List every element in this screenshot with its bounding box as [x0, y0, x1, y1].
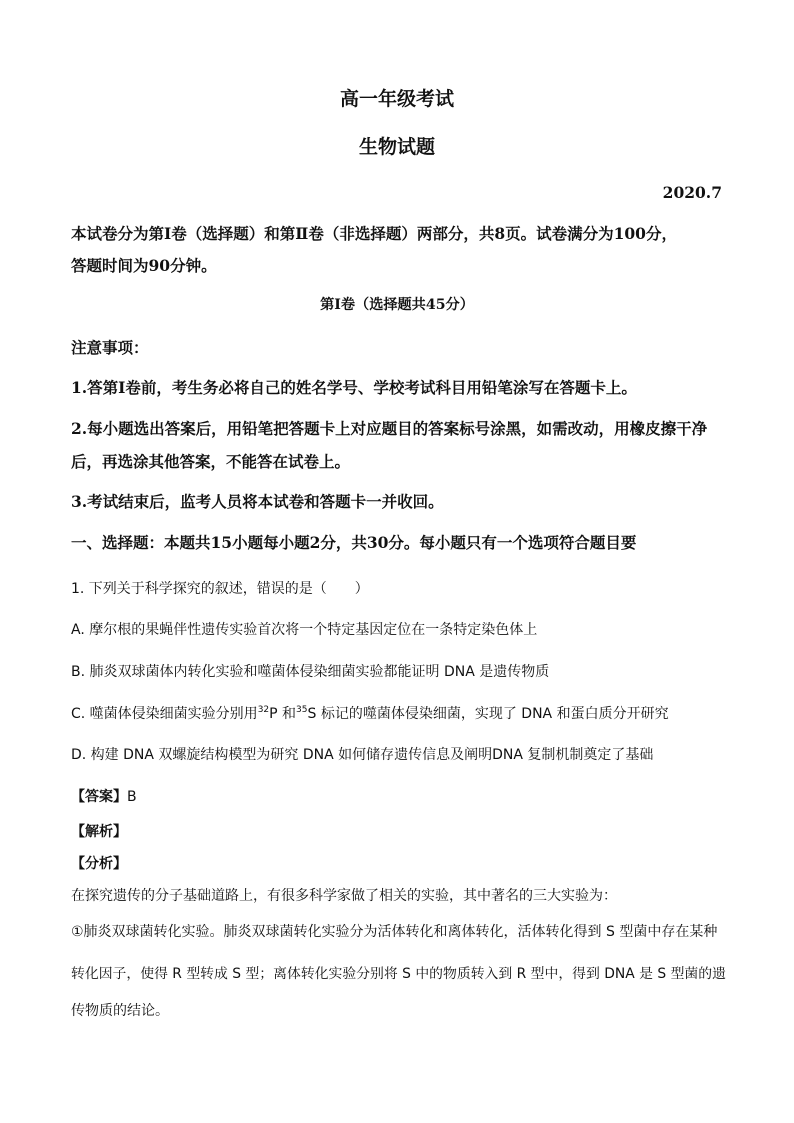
answer-value: B	[127, 789, 137, 805]
note-item-1: 1.答第Ⅰ卷前，考生务必将自己的姓名学号、学校考试科目用铅笔涂写在答题卡上。	[71, 378, 637, 397]
note-item-2-line-2: 后，再选涂其他答案，不能答在试卷上。	[71, 452, 351, 471]
question-1-stem: 1. 下列关于科学探究的叙述，错误的是（ ）	[71, 581, 369, 597]
analysis-line-1: 在探究遗传的分子基础道路上，有很多科学家做了相关的实验，其中著名的三大实验为：	[71, 888, 617, 904]
analysis-line-4: 传物质的结论。	[71, 1003, 169, 1019]
exam-date: 2020.7	[662, 183, 722, 202]
question-1-option-a: A. 摩尔根的果蝇伴性遗传实验首次将一个特定基因定位在一条特定染色体上	[71, 622, 538, 638]
exam-subtitle: 生物试题	[358, 136, 435, 158]
question-1-option-d: D. 构建 DNA 双螺旋结构模型为研究 DNA 如何储存遗传信息及阐明DNA 复制机制奠定了基础	[71, 747, 654, 763]
answer-label: 【答案】	[71, 789, 127, 805]
note-item-3: 3.考试结束后，监考人员将本试卷和答题卡一并收回。	[71, 492, 444, 511]
analysis-label: 【解析】	[71, 824, 127, 840]
intro-line-2: 答题时间为90分钟。	[71, 256, 217, 275]
option-c-sup-35: 35	[296, 705, 308, 715]
intro-line-1: 本试卷分为第Ⅰ卷（选择题）和第Ⅱ卷（非选择题）两部分，共8页。试卷满分为100分，	[71, 224, 677, 243]
section-title: 第Ⅰ卷（选择题共45分）	[320, 297, 474, 313]
option-c-text-2: P 和	[269, 706, 297, 722]
analysis-line-3: 转化因子，使得 R 型转成 S 型；离体转化实验分别将 S 中的物质转入到 R 型中，得到 DNA 是 S 型菌的遗	[71, 966, 726, 982]
answer-line	[71, 786, 137, 806]
notes-heading: 注意事项：	[71, 338, 149, 357]
option-c-text-3: S 标记的噬菌体侵染细菌，实现了 DNA 和蛋白质分开研究	[307, 706, 669, 722]
analysis-line-2: ①肺炎双球菌转化实验。肺炎双球菌转化实验分为活体转化和离体转化，活体转化得到 S 型菌中存在某种	[71, 924, 718, 940]
question-1-option-b: B. 肺炎双球菌体内转化实验和噬菌体侵染细菌实验都能证明 DNA 是遗传物质	[71, 664, 550, 680]
question-1-option-c	[71, 703, 669, 723]
exam-title: 高一年级考试	[339, 88, 454, 110]
option-c-text-1: C. 噬菌体侵染细菌实验分别用	[71, 706, 258, 722]
part1-heading: 一、选择题：本题共15小题每小题2分，共30分。每小题只有一个选项符合题目要	[71, 533, 637, 552]
fenxi-label: 【分析】	[71, 856, 127, 872]
option-c-sup-32: 32	[257, 705, 270, 715]
note-item-2-line-1: 2.每小题选出答案后，用铅笔把答题卡上对应题目的答案标号涂黑，如需改动，用橡皮擦干净	[71, 419, 708, 438]
